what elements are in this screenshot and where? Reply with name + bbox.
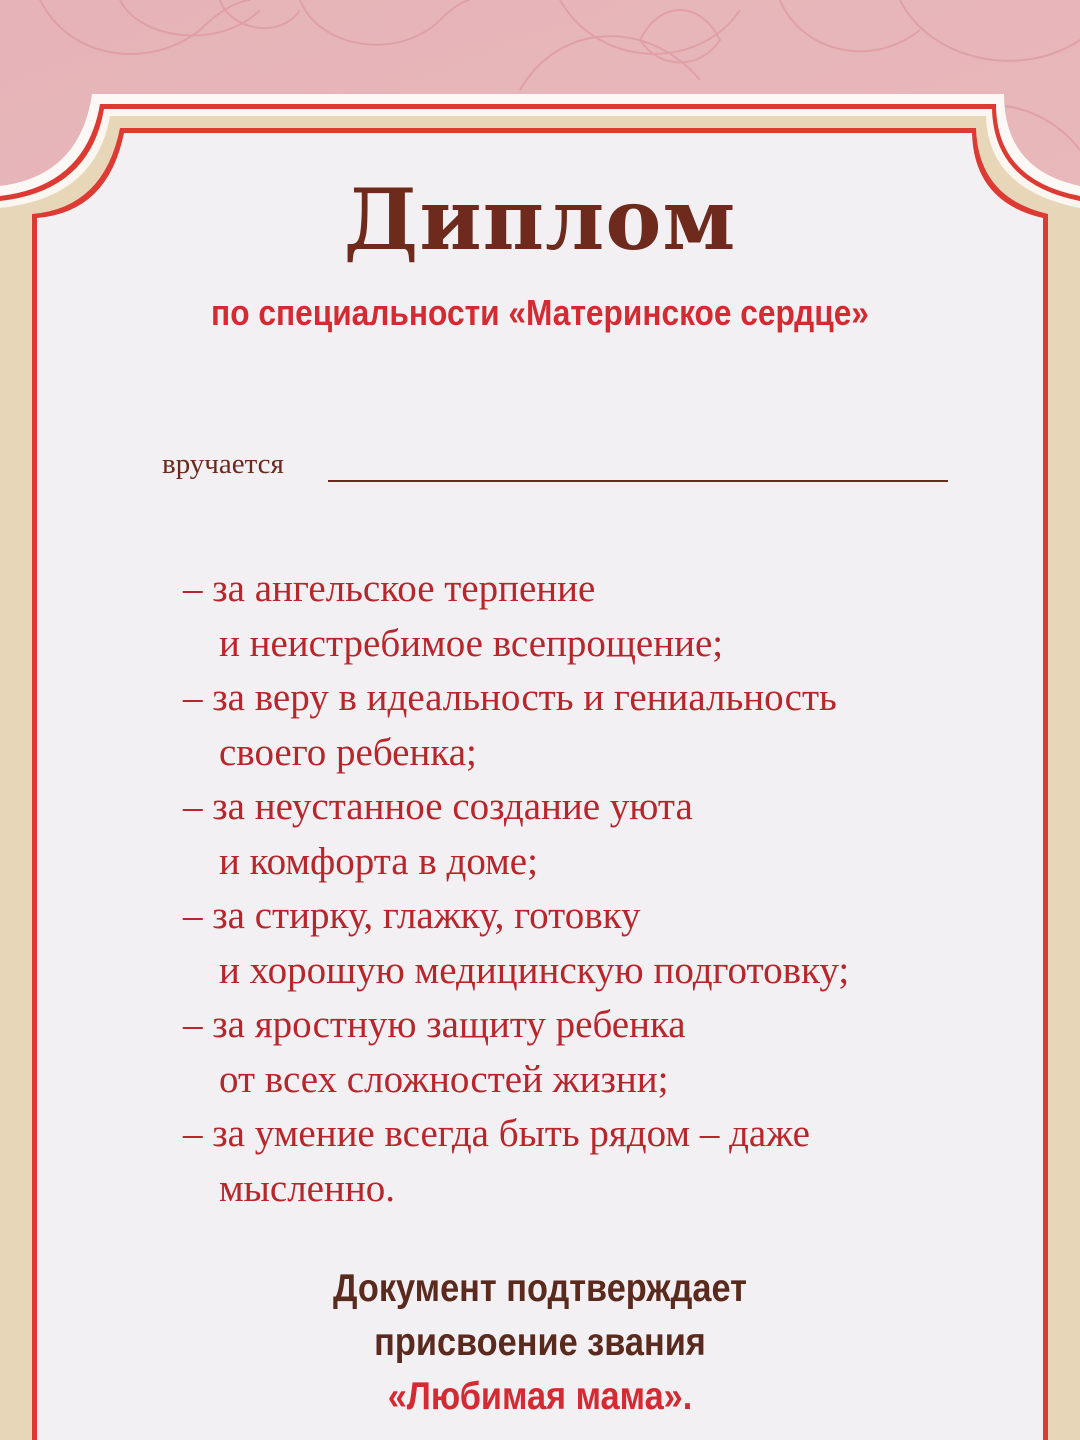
diploma-subtitle: по специальности «Материнское сердце» (211, 292, 869, 333)
merit-line: – за умение всегда быть рядом – даже (183, 1112, 810, 1155)
merit-line: и хорошую медицинскую подготовку; (219, 948, 850, 992)
merits-list (183, 562, 1003, 1216)
merit-line: – за стирку, глажку, готовку (183, 894, 641, 937)
merit-line: и неистребимое всепрощение; (219, 621, 724, 665)
merit-line: и комфорта в доме; (219, 839, 538, 883)
merit-item (183, 889, 1003, 998)
merit-item (183, 671, 1003, 780)
recipient-label: вручается (162, 448, 284, 480)
merit-item (183, 780, 1003, 889)
merit-line: – за ангельское терпение (183, 567, 596, 610)
merit-item (183, 998, 1003, 1107)
closing-line: присвоение звания (374, 1321, 706, 1364)
merit-line: мысленно. (219, 1166, 395, 1210)
recipient-name-line (328, 480, 948, 482)
closing-statement (65, 1262, 1015, 1424)
closing-line: Документ подтверждает (333, 1267, 747, 1310)
merit-line: своего ребенка; (219, 730, 477, 774)
diploma-title: Диплом (343, 170, 737, 269)
merit-line: – за неустанное создание уюта (183, 785, 693, 828)
merit-line: от всех сложностей жизни; (219, 1057, 669, 1101)
merit-item (183, 1107, 1003, 1216)
merit-line: – за веру в идеальность и гениальность (183, 676, 837, 719)
merit-item (183, 562, 1003, 671)
honorary-title: «Любимая мама». (387, 1375, 693, 1418)
merit-line: – за яростную защиту ребенка (183, 1003, 686, 1046)
